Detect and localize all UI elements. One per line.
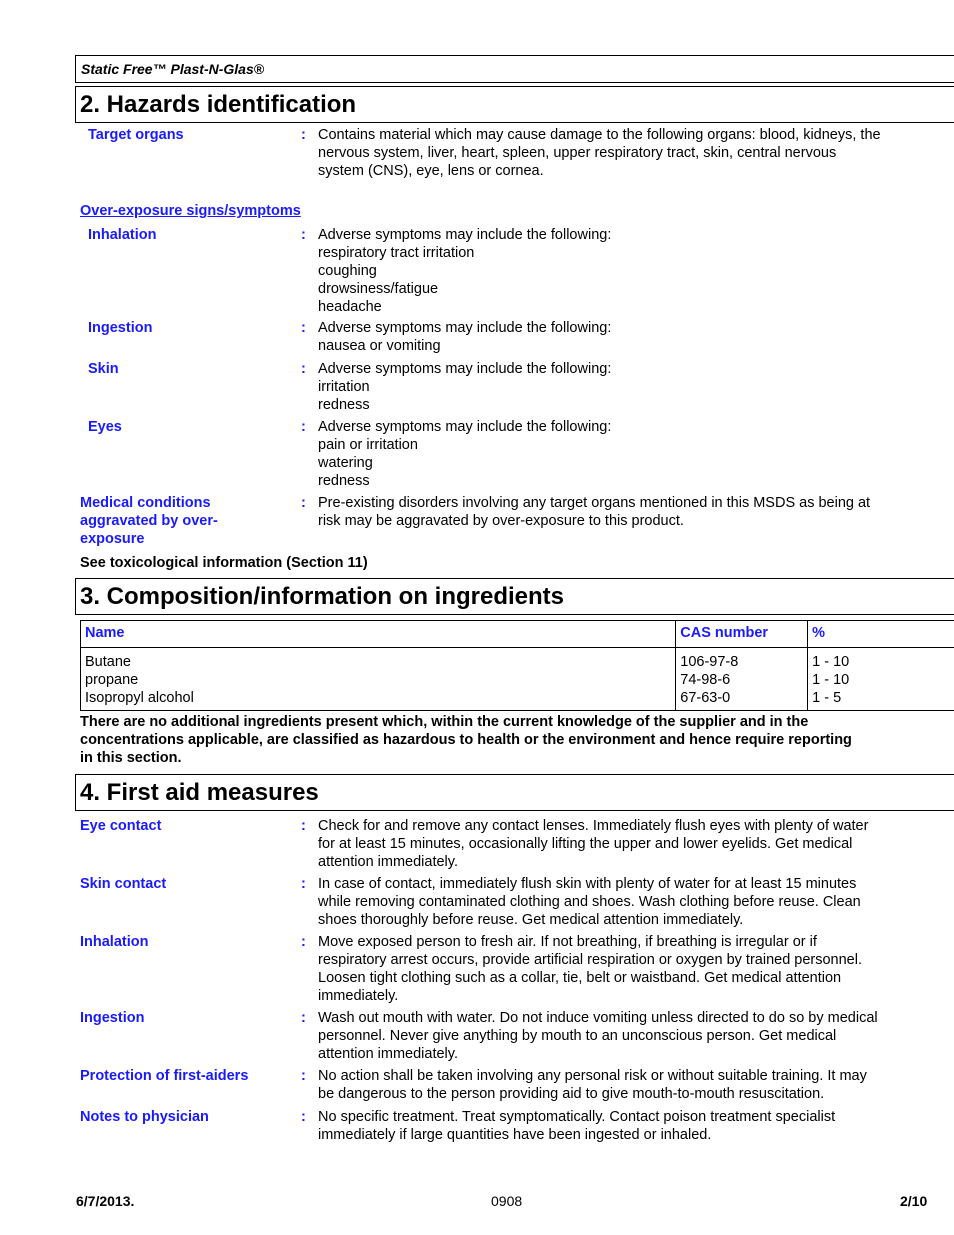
text-line: nervous system, liver, heart, spleen, upper respiratory tract, skin, central nervous [318,145,837,161]
name-cell [81,648,676,711]
table-row [81,648,954,711]
text-line: Adverse symptoms may include the following: [318,419,612,435]
overexposure-heading[interactable]: Over-exposure signs/symptoms [80,203,301,219]
ingestion-aid-label: Ingestion [80,1010,145,1026]
colon: : [301,495,306,511]
colon: : [301,1068,306,1084]
colon: : [301,934,306,950]
label-line: aggravated by over- [80,513,218,529]
text-line: Check for and remove any contact lenses. Immediately flush eyes with plenty of water [318,818,869,834]
text-line: respiratory tract irritation [318,245,475,261]
eyes-label: Eyes [88,419,122,435]
ingredient-percent: 1 - 10 [812,654,850,670]
text-line: immediately. [318,988,399,1004]
text-line: concentrations applicable, are classified as hazardous to health or the environment and hence require reporting [80,732,852,748]
notes-to-physician-label: Notes to physician [80,1109,209,1125]
eye-contact-value [318,817,933,871]
colon: : [301,320,306,336]
ingredient-percent: 1 - 5 [812,690,842,706]
cas-cell [676,648,808,711]
product-header: Static Free™ Plast-N-Glas® [75,55,954,83]
section-4-title: 4. First aid measures [75,774,954,811]
text-line: immediately if large quantities have been ingested or inhaled. [318,1127,712,1143]
text-line: drowsiness/fatigue [318,281,439,297]
inhalation-aid-label: Inhalation [80,934,149,950]
text-line: Pre-existing disorders involving any target organs mentioned in this MSDS as being at [318,495,871,511]
ingredient-percent: 1 - 10 [812,672,850,688]
text-line: Adverse symptoms may include the following: [318,227,612,243]
skin-label: Skin [88,361,119,377]
text-line: In case of contact, immediately flush skin with plenty of water for at least 15 minutes [318,876,857,892]
protection-first-aiders-label: Protection of first-aiders [80,1068,249,1084]
text-line: pain or irritation [318,437,418,453]
colon: : [301,1109,306,1125]
colon: : [301,361,306,377]
text-line: Contains material which may cause damage to the following organs: blood, kidneys, the [318,127,881,143]
colon: : [301,1010,306,1026]
text-line: attention immediately. [318,854,458,870]
skin-contact-label: Skin contact [80,876,167,892]
skin-value [318,360,933,414]
text-line: while removing contaminated clothing and shoes. Wash clothing before reuse. Clean [318,894,861,910]
text-line: personnel. Never give anything by mouth to an unconscious person. Get medical [318,1028,837,1044]
ingestion-label: Ingestion [88,320,153,336]
text-line: redness [318,397,370,413]
footer-page-number: 2/10 [900,1193,928,1209]
label-line: exposure [80,531,145,547]
footer-date: 6/7/2013. [76,1193,135,1209]
text-line: system (CNS), eye, lens or cornea. [318,163,544,179]
inhalation-label: Inhalation [88,227,157,243]
text-line: in this section. [80,750,182,766]
inhalation-aid-value [318,933,933,1005]
text-line: There are no additional ingredients present which, within the current knowledge of the supplier and in the [80,714,809,730]
target-organs-label: Target organs [88,127,184,143]
text-line: headache [318,299,382,315]
text-line: be dangerous to the person providing aid to give mouth-to-mouth resuscitation. [318,1086,825,1102]
ingredient-name: Butane [85,654,131,670]
ingredient-name: Isopropyl alcohol [85,690,194,706]
ingredient-cas: 67-63-0 [680,690,731,706]
ingestion-value [318,319,933,355]
notes-to-physician-value [318,1108,933,1144]
text-line: redness [318,473,370,489]
medical-conditions-value [318,494,933,530]
text-line: shoes thoroughly before reuse. Get medical attention immediately. [318,912,744,928]
colon: : [301,419,306,435]
eye-contact-label: Eye contact [80,818,162,834]
text-line: Move exposed person to fresh air. If not breathing, if breathing is irregular or if [318,934,817,950]
target-organs-value [318,126,933,180]
section-3-title: 3. Composition/information on ingredients [75,578,954,615]
skin-contact-value [318,875,933,929]
text-line: nausea or vomiting [318,338,441,354]
text-line: Loosen tight clothing such as a collar, tie, belt or waistband. Get medical attention [318,970,842,986]
text-line: watering [318,455,373,471]
text-line: respiratory arrest occurs, provide artificial respiration or oxygen by trained personnel. [318,952,862,968]
text-line: No action shall be taken involving any personal risk or without suitable training. It may [318,1068,867,1084]
column-header-cas: CAS number [676,621,808,648]
ingredients-note [80,713,940,767]
colon: : [301,227,306,243]
ingredient-cas: 74-98-6 [680,672,731,688]
colon: : [301,818,306,834]
colon: : [301,127,306,143]
colon: : [301,876,306,892]
protection-first-aiders-value [318,1067,933,1103]
text-line: Adverse symptoms may include the following: [318,320,612,336]
text-line: Adverse symptoms may include the following: [318,361,612,377]
text-line: attention immediately. [318,1046,458,1062]
inhalation-value [318,226,933,316]
text-line: No specific treatment. Treat symptomatically. Contact poison treatment specialist [318,1109,836,1125]
text-line: for at least 15 minutes, occasionally lifting the upper and lower eyelids. Get medical [318,836,853,852]
ingredient-cas: 106-97-8 [680,654,739,670]
table-header-row [81,621,954,648]
ingredient-name: propane [85,672,139,688]
percent-cell [808,648,954,711]
text-line: coughing [318,263,377,279]
text-line: Wash out mouth with water. Do not induce vomiting unless directed to do so by medical [318,1010,878,1026]
see-toxicological-info: See toxicological information (Section 11) [80,555,368,571]
eyes-value [318,418,933,490]
footer-code: 0908 [491,1193,523,1209]
ingestion-aid-value [318,1009,933,1063]
column-header-name: Name [81,621,676,648]
text-line: risk may be aggravated by over-exposure to this product. [318,513,684,529]
medical-conditions-label [80,494,218,548]
section-2-title: 2. Hazards identification [75,86,954,123]
column-header-percent: % [808,621,954,648]
ingredients-table [80,620,954,711]
text-line: irritation [318,379,370,395]
label-line: Medical conditions [80,495,211,511]
